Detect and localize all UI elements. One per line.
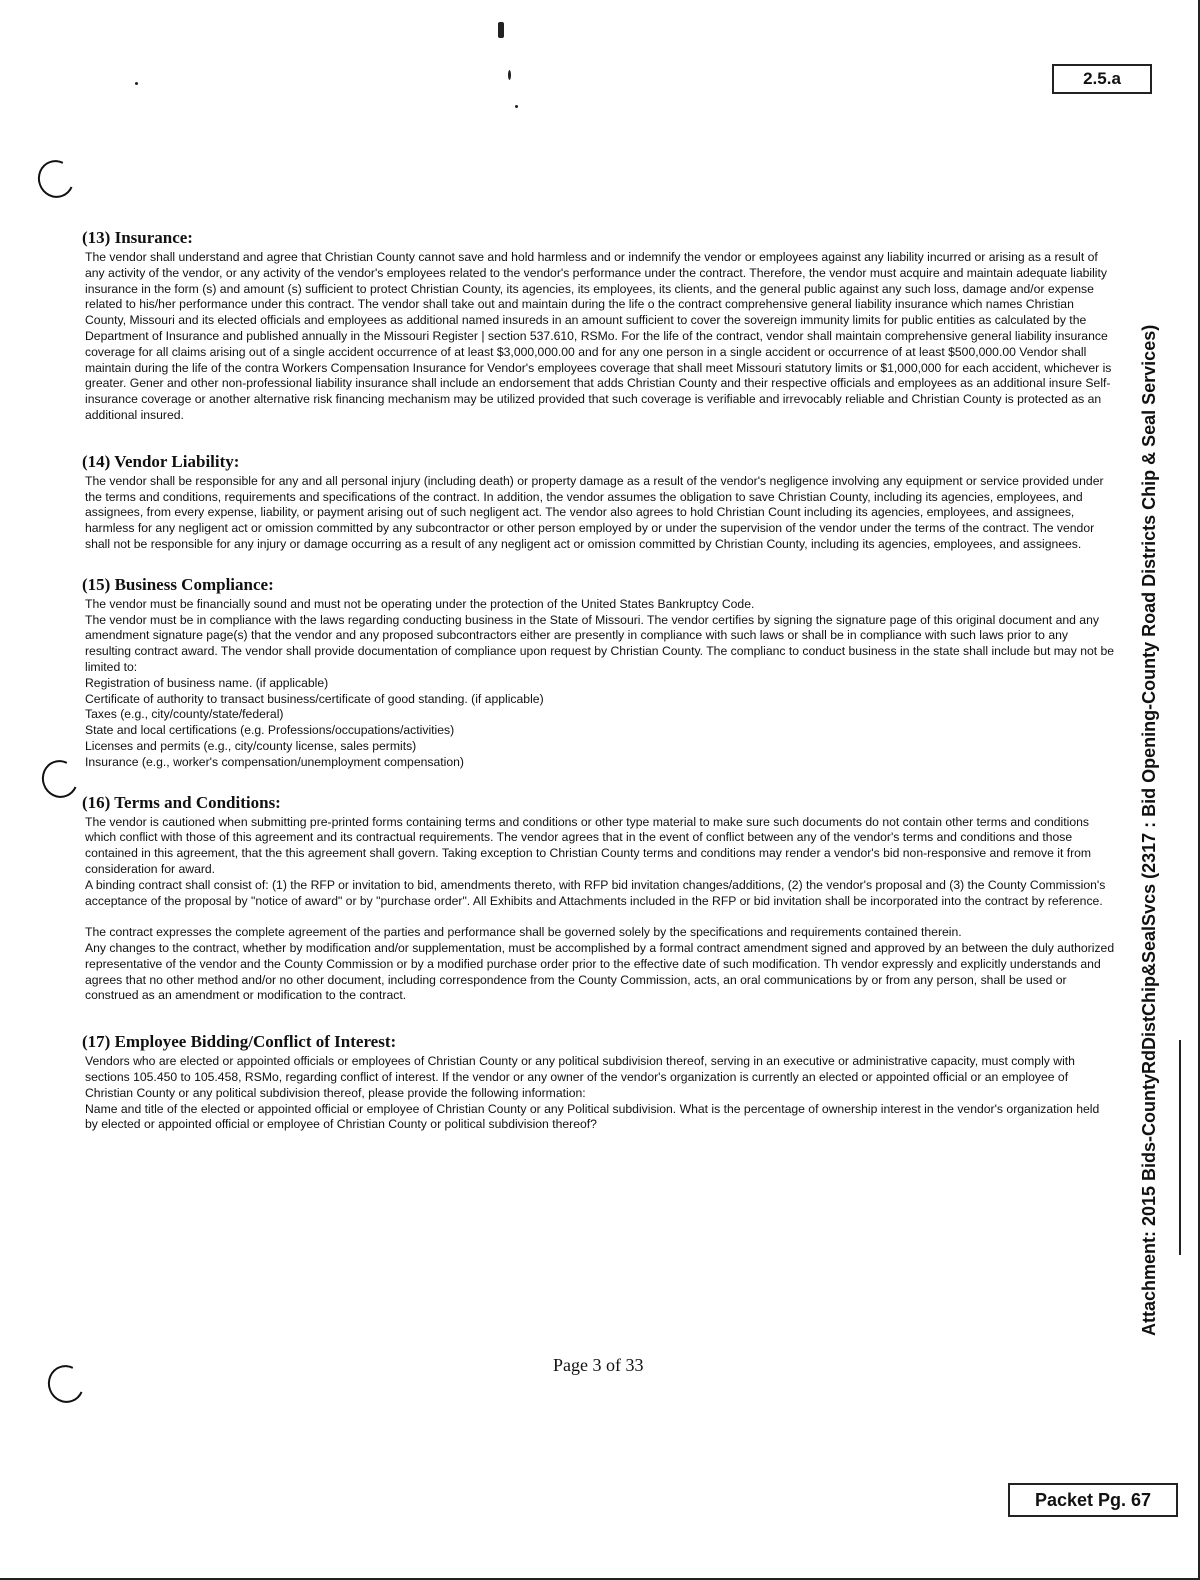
section-paragraph: The vendor must be in compliance with the laws regarding conducting business in the State of Missouri. The vendor certifies by signing the signature page of this original document and any amendment signature page(s) that the vendor and any proposed subcontractors either are presently in compliance with such laws or shall be in compliance with such laws prior to any resulting contract award. The vendor shall provide documentation of compliance upon request by Christian County. The complianc to conduct business in the state shall include but may not be limited to: — [85, 612, 1115, 674]
section-heading: (17) Employee Bidding/Conflict of Interest: — [82, 1032, 397, 1052]
section-paragraph: Name and title of the elected or appointed official or employee of Christian County or any Political subdivision. What is the percentage of ownership interest in the vendor's organization held by elected or appointed official or employee of Christian County or political subdivision thereof? — [85, 1101, 1100, 1132]
compliance-item: State and local certifications (e.g. Professions/occupations/activities) — [85, 723, 455, 738]
section-paragraph: Any changes to the contract, whether by modification and/or supplementation, must be accomplished by a formal contract amendment signed and approved by an between the duly authorized representative of the vendor and the County Commission or by a modified purchase order prior to the effective date of such modification. Th vendor expressly and explicitly understands and agrees that no other method and/or no other document, including correspondence from the County Commission, acts, an oral communications by or from any person, shall be used or construed as an amendment or modification to the contract. — [85, 941, 1115, 1003]
scan-mark — [135, 82, 138, 85]
section-paragraph: The vendor is cautioned when submitting pre-printed forms containing terms and conditions or other type material to make sure such documents do not contain other terms and conditions which conflict with those of this agreement and its contractual requirements. The vendor agrees that in the event of conflict between any of the vendor's terms and conditions and those contained in this agreement, that the this agreement shall govern. Taking exception to Christian County terms and conditions may render a vendor's bid non-responsive and remove it from consideration for award. — [85, 814, 1092, 876]
section-insurance — [82, 228, 1115, 424]
compliance-item: Certificate of authority to transact business/certificate of good standing. (if applicable) — [85, 691, 544, 706]
page-number: Page 3 of 33 — [553, 1355, 644, 1375]
section-conflict-of-interest — [82, 1032, 1115, 1133]
section-heading: (15) Business Compliance: — [82, 574, 274, 594]
section-heading: (14) Vendor Liability: — [82, 451, 240, 471]
compliance-item: Taxes (e.g., city/county/state/federal) — [85, 707, 284, 722]
section-paragraph: The vendor shall be responsible for any and all personal injury (including death) or property damage as a result of the vendor's negligence involving any equipment or service provided under the terms and conditions, requirements and specifications of the contract. In addition, the vendor assumes the obligation to save Christian County, including its agencies, employees, and assignees, from every expense, liability, or payment arising out of such negligent act. The vendor also agrees to hold Christian Count including its agencies, employees, and assignees, harmless for any negligent act or omission committed by any subcontractor or other person employed by or under the supervision of the vendor under the terms of the contract. The vendor shall not be responsible for any injury or damage occurring as a result of any negligent act or omission committed by Christian County, including its agencies, employees, and assignees. — [85, 473, 1104, 551]
section-paragraph: A binding contract shall consist of: (1) the RFP or invitation to bid, amendments thereto, with RFP bid invitation changes/additions, (2) the vendor's proposal and (3) the County Commission's acceptance of the proposal by "notice of award" or by "purchase order". All Exhibits and Attachments included in the RFP or bid invitation shall be incorporated into the contract by reference. — [85, 877, 1106, 908]
section-vendor-liability — [82, 451, 1115, 553]
section-paragraph: The vendor shall understand and agree that Christian County cannot save and hold harmless and or indemnify the vendor or employees against any liability incurred or arising as a result of any activity of the vendor, or any activity of the vendor's employees related to the vendor's performance under the contract. Therefore, the vendor must acquire and maintain adequate liability insurance in the form (s) and amount (s) sufficient to protect Christian County, its agencies, its employees, its clients, and the general public against any such loss, damage and/or expense related to his/her performance under this contract. The vendor shall take out and maintain during the life o the contract comprehensive general liability insurance which names Christian County, Missouri and its elected officials and employees as additional named insureds in an amount sufficient to cover the sovereign immunity limits for public entities as calculated by the Department of Insurance and published annually in the Missouri Register | section 537.610, RSMo. For the life of the contract, vendor shall maintain comprehensive general liability insurance coverage for all claims arising out of a single accident occurrence of at least $3,000,000.00 and for any one person in a single accident or occurrence of at least $500,000.00 Vendor shall maintain during the life of the contra Workers Compensation Insurance for Vendor's employees coverage that shall meet Missouri statutory limits or $1,000,000 for each accident, whichever is greater. Gener and other non-professional liability insurance shall include an endorsement that adds Christian County and their respective officials and employees as an additional insure Self-insurance coverage or another alternative risk financing mechanism may be utilized provided that such coverage is verifiable and irrevocably reliable and Christian County is protected as an additional insured. — [85, 250, 1112, 422]
section-heading: (16) Terms and Conditions: — [82, 792, 281, 812]
scan-mark — [508, 70, 511, 80]
section-business-compliance — [82, 574, 1115, 771]
document-body — [82, 228, 1115, 1133]
section-paragraph: Vendors who are elected or appointed officials or employees of Christian County or any political subdivision thereof, serving in an executive or administrative capacity, must comply with sections 105.450 to 105.458, RSMo, regarding conflict of interest. If the vendor or any owner of the vendor's organization is currently an elected or appointed official or an employee of Christian County or any political subdivision thereof, please provide the following information: — [85, 1054, 1075, 1100]
attachment-side-label: Attachment: 2015 Bids-CountyRdDistChip&SealSvcs (2317 : Bid Opening-County Road Districts Chip & Seal Services) — [1139, 324, 1159, 1336]
packet-page-tag: Packet Pg. 67 — [1008, 1483, 1178, 1517]
scan-mark — [498, 22, 504, 38]
section-paragraph: The contract expresses the complete agreement of the parties and performance shall be governed solely by the specifications and requirements contained therein. — [85, 925, 962, 940]
compliance-item: Licenses and permits (e.g., city/county license, sales permits) — [85, 738, 417, 753]
section-paragraph: The vendor must be financially sound and must not be operating under the protection of the United States Bankruptcy Code. — [85, 596, 755, 611]
scan-mark — [515, 105, 518, 108]
compliance-item: Insurance (e.g., worker's compensation/unemployment compensation) — [85, 754, 464, 769]
section-terms-conditions — [82, 792, 1115, 1005]
section-heading: (13) Insurance: — [82, 228, 193, 247]
agenda-tag: 2.5.a — [1052, 64, 1152, 94]
compliance-item: Registration of business name. (if applicable) — [85, 675, 329, 690]
margin-line — [1179, 1040, 1181, 1255]
